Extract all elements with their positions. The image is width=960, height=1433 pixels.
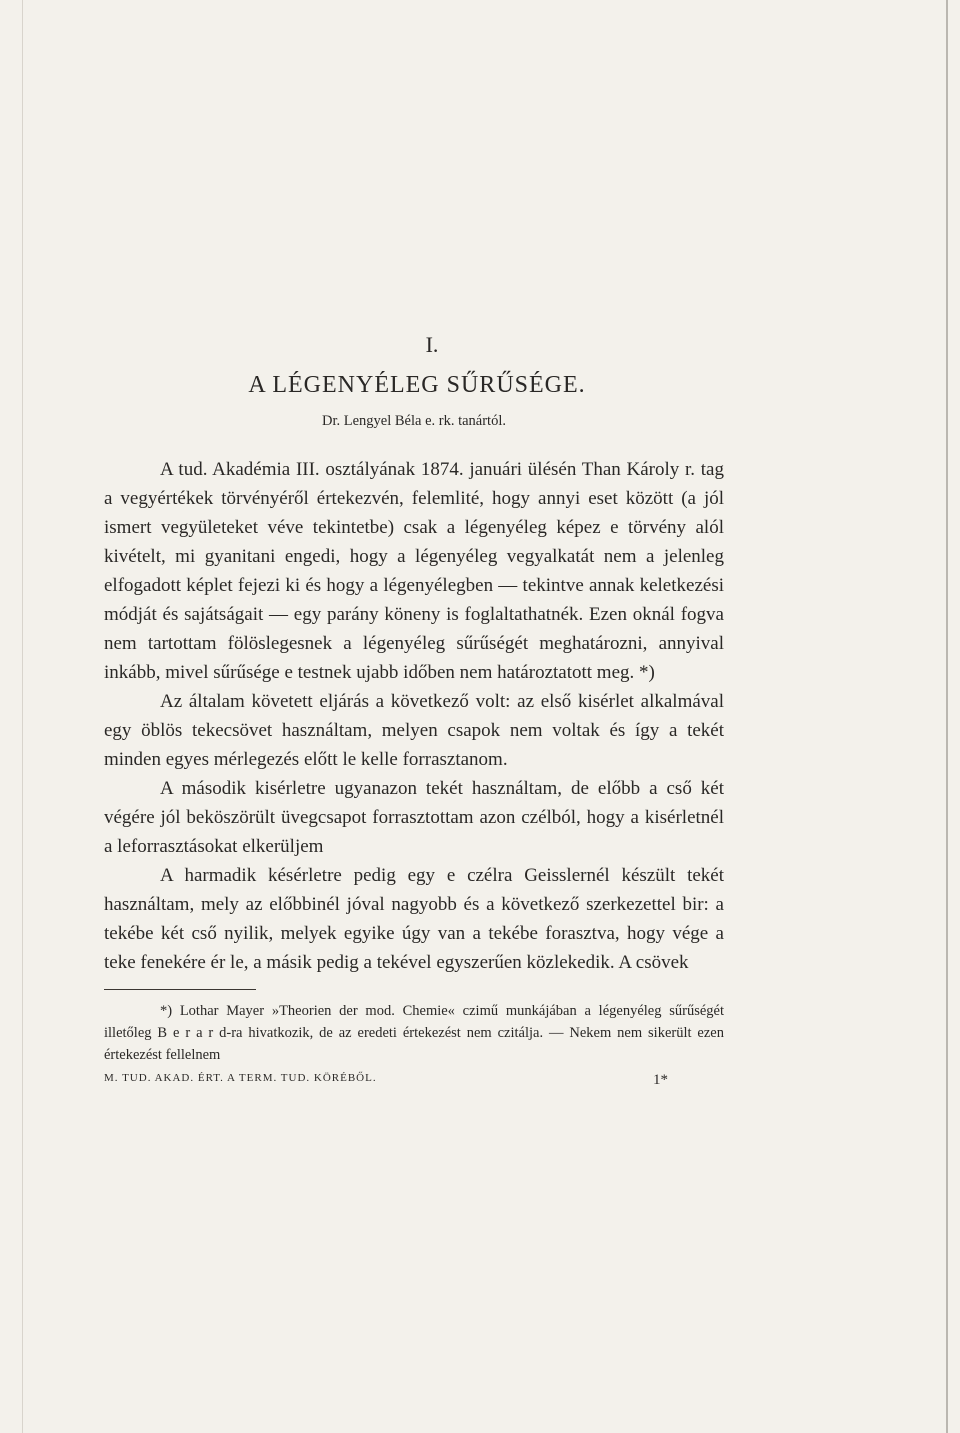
footer-publication: M. TUD. AKAD. ÉRT. A TERM. TUD. KÖRÉBŐL. bbox=[104, 1072, 377, 1084]
page-edge-left bbox=[22, 0, 23, 1433]
page-content bbox=[104, 332, 724, 1089]
body-text bbox=[104, 455, 724, 977]
page-edge-right bbox=[946, 0, 948, 1433]
article-title: A LÉGENYÉLEG SŰRŰSÉGE. bbox=[248, 372, 586, 398]
paragraph: Az általam követett eljárás a következő volt: az első kisérlet alkalmával egy öblös tekecsövet használtam, melyen csapok nem voltak és így a tekét minden egyes mérlegezés előtt le kelle forrasztanom. bbox=[104, 691, 724, 770]
footnote bbox=[104, 1000, 724, 1066]
footnote-rule bbox=[104, 989, 256, 990]
page-footer bbox=[104, 1072, 724, 1089]
paragraph: A tud. Akadémia III. osztályának 1874. januári ülésén Than Károly r. tag a vegyértékek törvényéről értekezvén, felemlité, hogy annyi eset között (a jól ismert vegyületeket véve tekintetbe) csak a légenyéleg képez e törvény alól kivételt, mi gyanitani engedi, hogy a légenyéleg vegyalkatát nem a jelenleg elfogadott képlet fejezi ki és hogy a légenyélegben — tekintve annak keletkezési módját és sajátságait — egy parány köneny is foglaltathatnék. Ezen oknál fogva nem tartottam fölöslegesnek a légenyéleg sűrűségét meghatározni, annyival inkább, mivel sűrűsége e testnek ujabb időben nem határoztatott meg. *) bbox=[104, 459, 724, 683]
section-number: I. bbox=[425, 332, 439, 357]
paragraph: A harmadik késérletre pedig egy e czélra Geisslernél készült tekét használtam, mely az előbbinél jóval nagyobb és a következő szerkezettel bir: a tekébe két cső nyilik, melyek egyike úgy van a tekébe forasztva, hogy vége a teke fenekére ér le, a másik pedig a tekével egyszerűen közlekedik. A csövek bbox=[104, 865, 724, 973]
paragraph: A második kisérletre ugyanazon tekét használtam, de előbb a cső két végére jól beköszörült üvegcsapot forrasztottam azon czélból, hogy a kisérletnél a leforrasztásokat elkerüljem bbox=[104, 778, 724, 857]
footnote-text: *) Lothar Mayer »Theorien der mod. Chemie« czimű munkájában a légenyéleg sűrűségét illetőleg B e r a r d-ra hivatkozik, de az eredeti értekezést nem czitálja. — Nekem nem sikerült ezen értekezést fellelnem bbox=[104, 1003, 724, 1063]
article-author: Dr. Lengyel Béla e. rk. tanártól. bbox=[321, 413, 506, 429]
signature-mark: 1* bbox=[653, 1072, 668, 1088]
